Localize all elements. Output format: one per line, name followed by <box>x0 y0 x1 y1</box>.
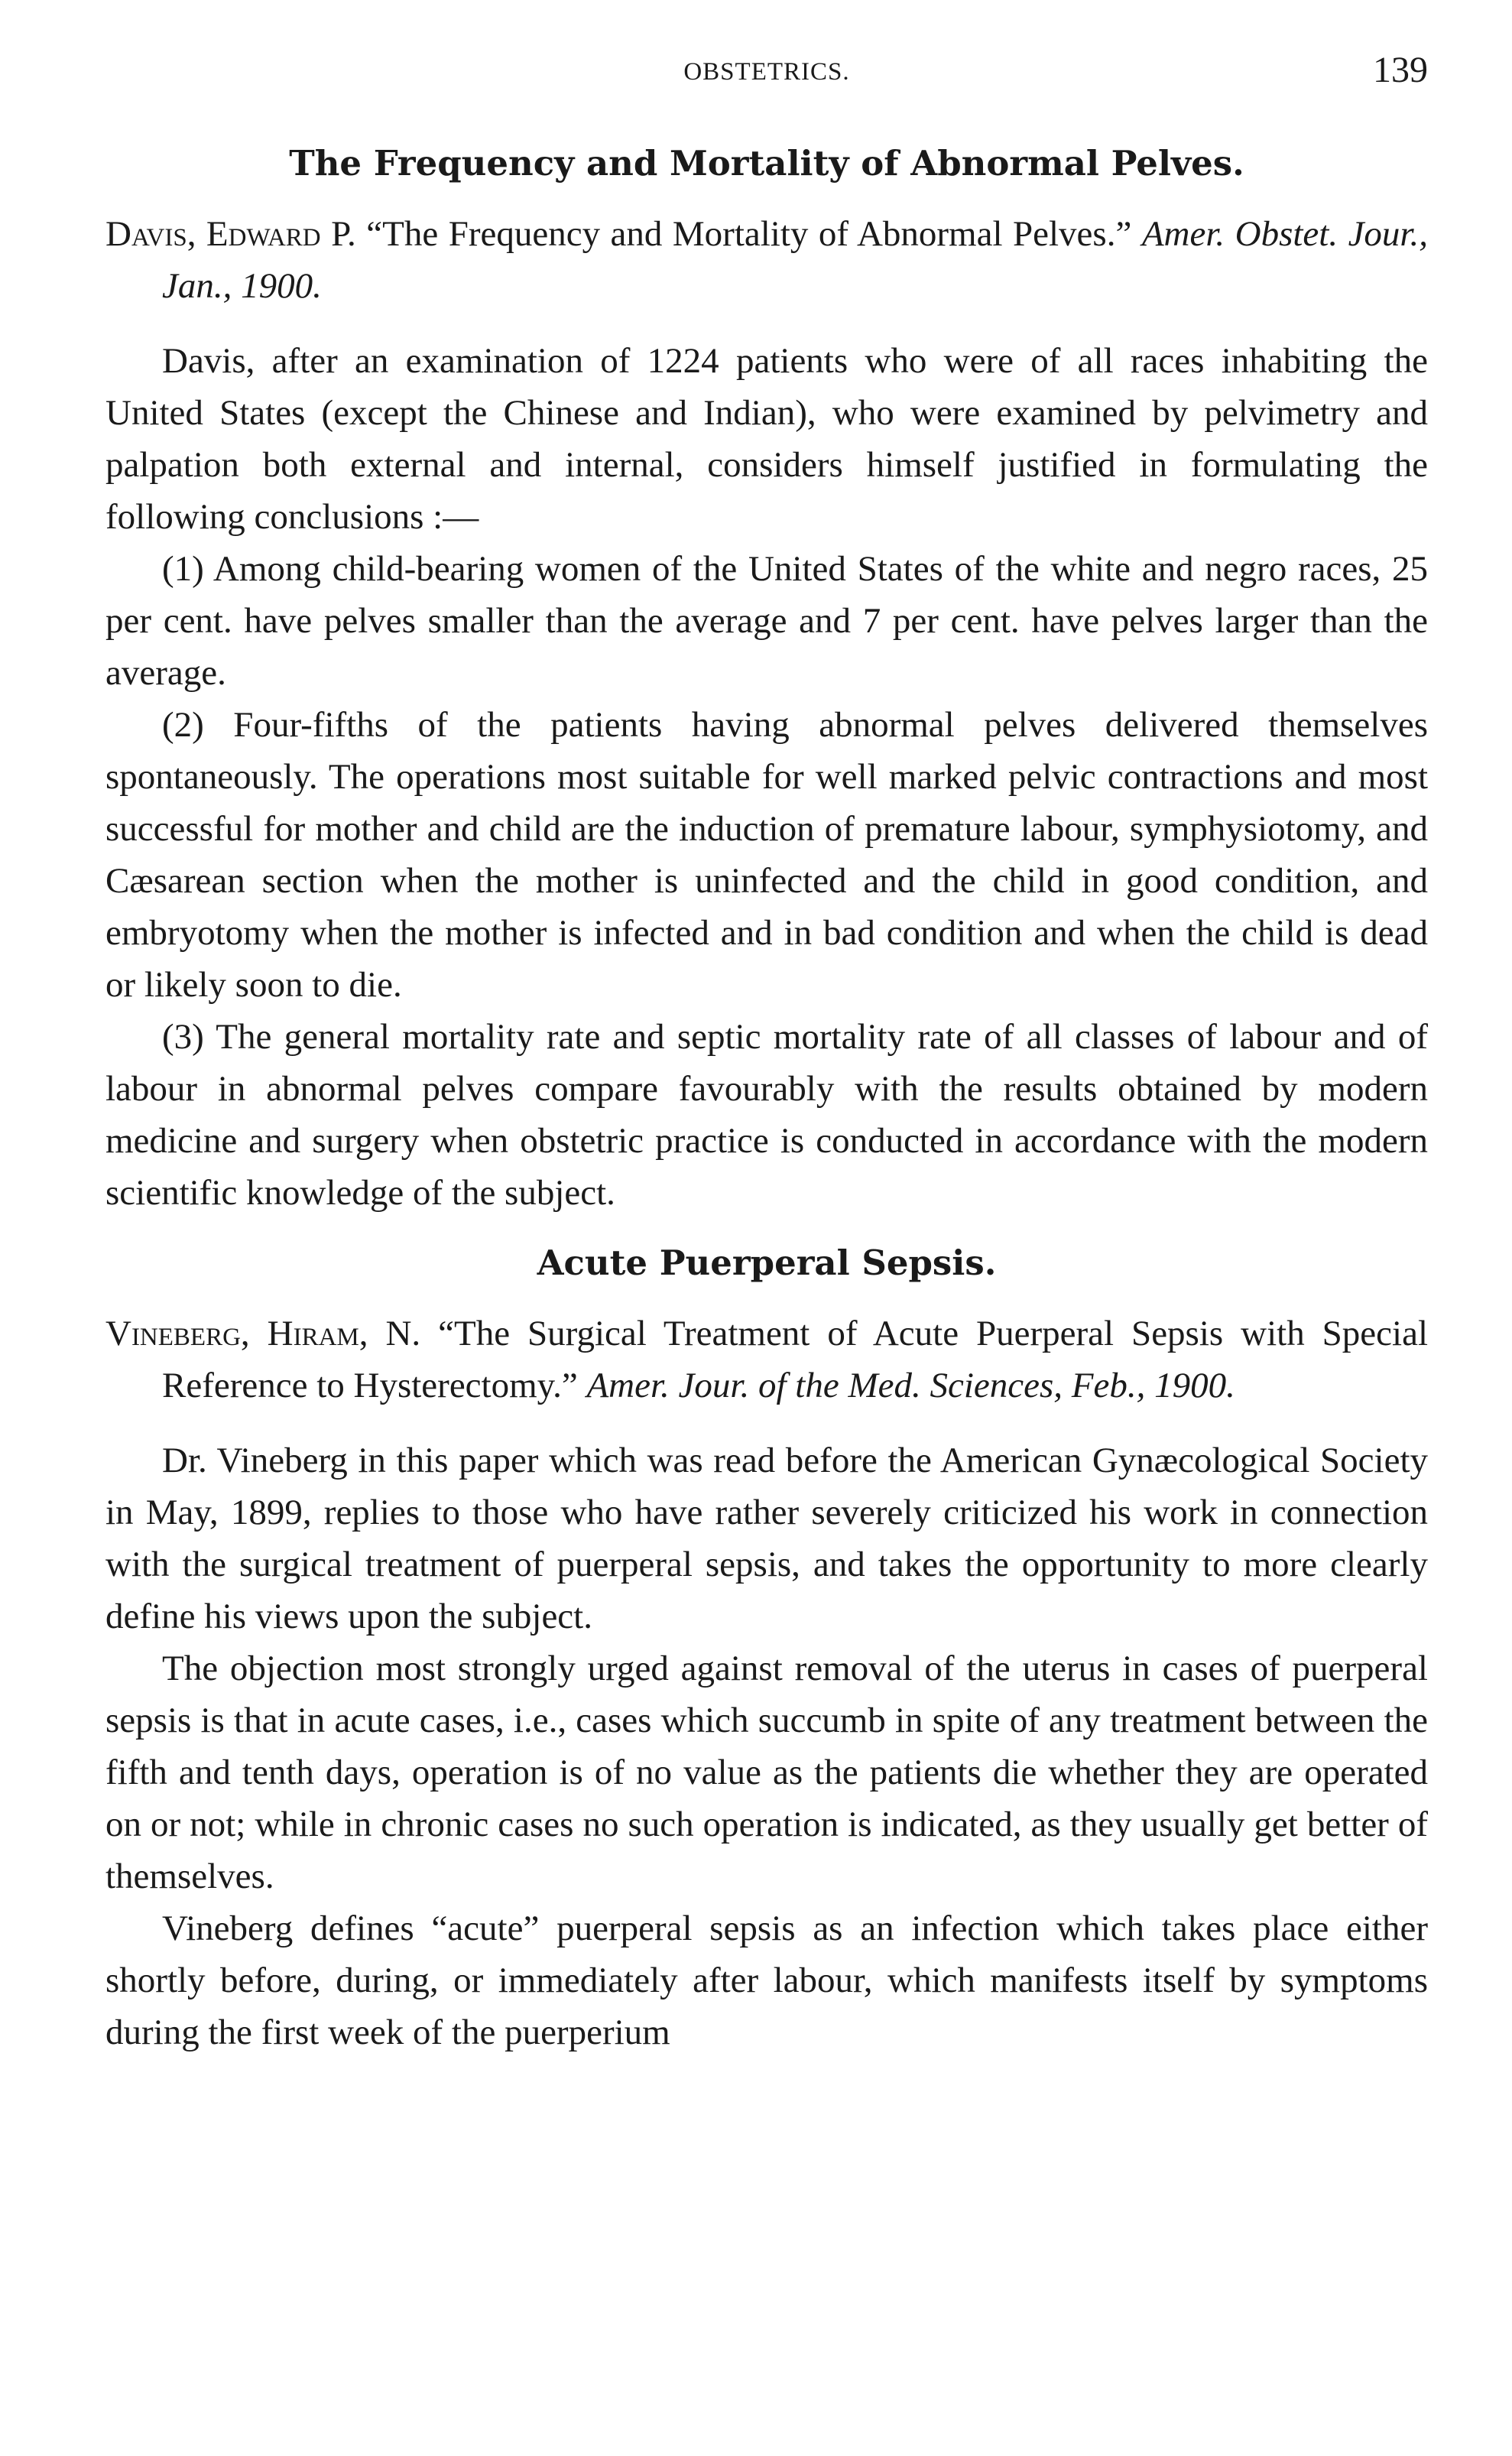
page-number: 139 <box>1373 50 1428 90</box>
paragraph: The objection most strongly urged against removal of the uterus in cases of puerperal sepsis is that in acute cases, i.e., cases which succumb in spite of any treatment between the fifth and tenth days, operation is of no value as the patients die whether they are operated on or not; while in chronic cases no such operation is indicated, as they usually get better of themselves. <box>105 1649 1428 1896</box>
paragraph: Davis, after an examination of 1224 patients who were of all races inhabiting the United States (except the Chinese and Indian), who were examined by pelvimetry and palpation both external and internal, considers himself justified in formulating the following conclusions :— <box>105 341 1428 537</box>
citation-author: Davis, Edward P. <box>105 214 356 254</box>
citation-title: “The Surgical Treatment of Acute Puerperal Sepsis with Special Reference to Hysterectomy.” <box>162 1314 1428 1405</box>
section-heading-abnormal-pelves: The Frequency and Mortality of Abnormal Pelves. <box>289 143 1244 184</box>
page-content <box>105 138 1428 2058</box>
running-title: OBSTETRICS. <box>683 58 850 86</box>
section-heading-puerperal-sepsis: Acute Puerperal Sepsis. <box>537 1243 997 1283</box>
citation-source: Amer. Jour. of the Med. Sciences, Feb., 1900. <box>586 1366 1235 1405</box>
citation-davis <box>105 208 1428 312</box>
paragraph: Vineberg defines “acute” puerperal sepsis as an infection which takes place either shortly before, during, or immediately after labour, which manifests itself by symptoms during the first week of the puerperium <box>105 1909 1428 2052</box>
paragraph: (2) Four-fifths of the patients having abnormal pelves delivered themselves spontaneously. The operations most suitable for well marked pelvic contractions and most successful for mother and child are the induction of premature labour, symphysiotomy, and Cæsarean section when the mother is uninfected and the child in good condition, and embryotomy when the mother is infected and in bad condition and when the child is dead or likely soon to die. <box>105 705 1428 1005</box>
citation-title: “The Frequency and Mortality of Abnormal Pelves.” <box>366 214 1132 254</box>
paragraph: Dr. Vineberg in this paper which was read before the American Gynæcological Society in May, 1899, replies to those who have rather severely criticized his work in connection with the surgical treatment of puerperal sepsis, and takes the opportunity to more clearly define his views upon the subject. <box>105 1441 1428 1636</box>
citation-vineberg <box>105 1308 1428 1412</box>
page-header <box>105 47 1428 101</box>
citation-author: Vineberg, Hiram, N. <box>105 1314 421 1353</box>
paragraph: (3) The general mortality rate and septic mortality rate of all classes of labour and of labour in abnormal pelves compare favourably with the results obtained by modern medicine and surgery when obstetric practice is conducted in accordance with the modern scientific knowledge of the subject. <box>105 1017 1428 1213</box>
citation-source: Amer. Obstet. Jour., Jan., 1900. <box>162 214 1429 306</box>
paragraph: (1) Among child-bearing women of the United States of the white and negro races, 25 per cent. have pelves smaller than the average and 7 per cent. have pelves larger than the average. <box>105 549 1428 693</box>
